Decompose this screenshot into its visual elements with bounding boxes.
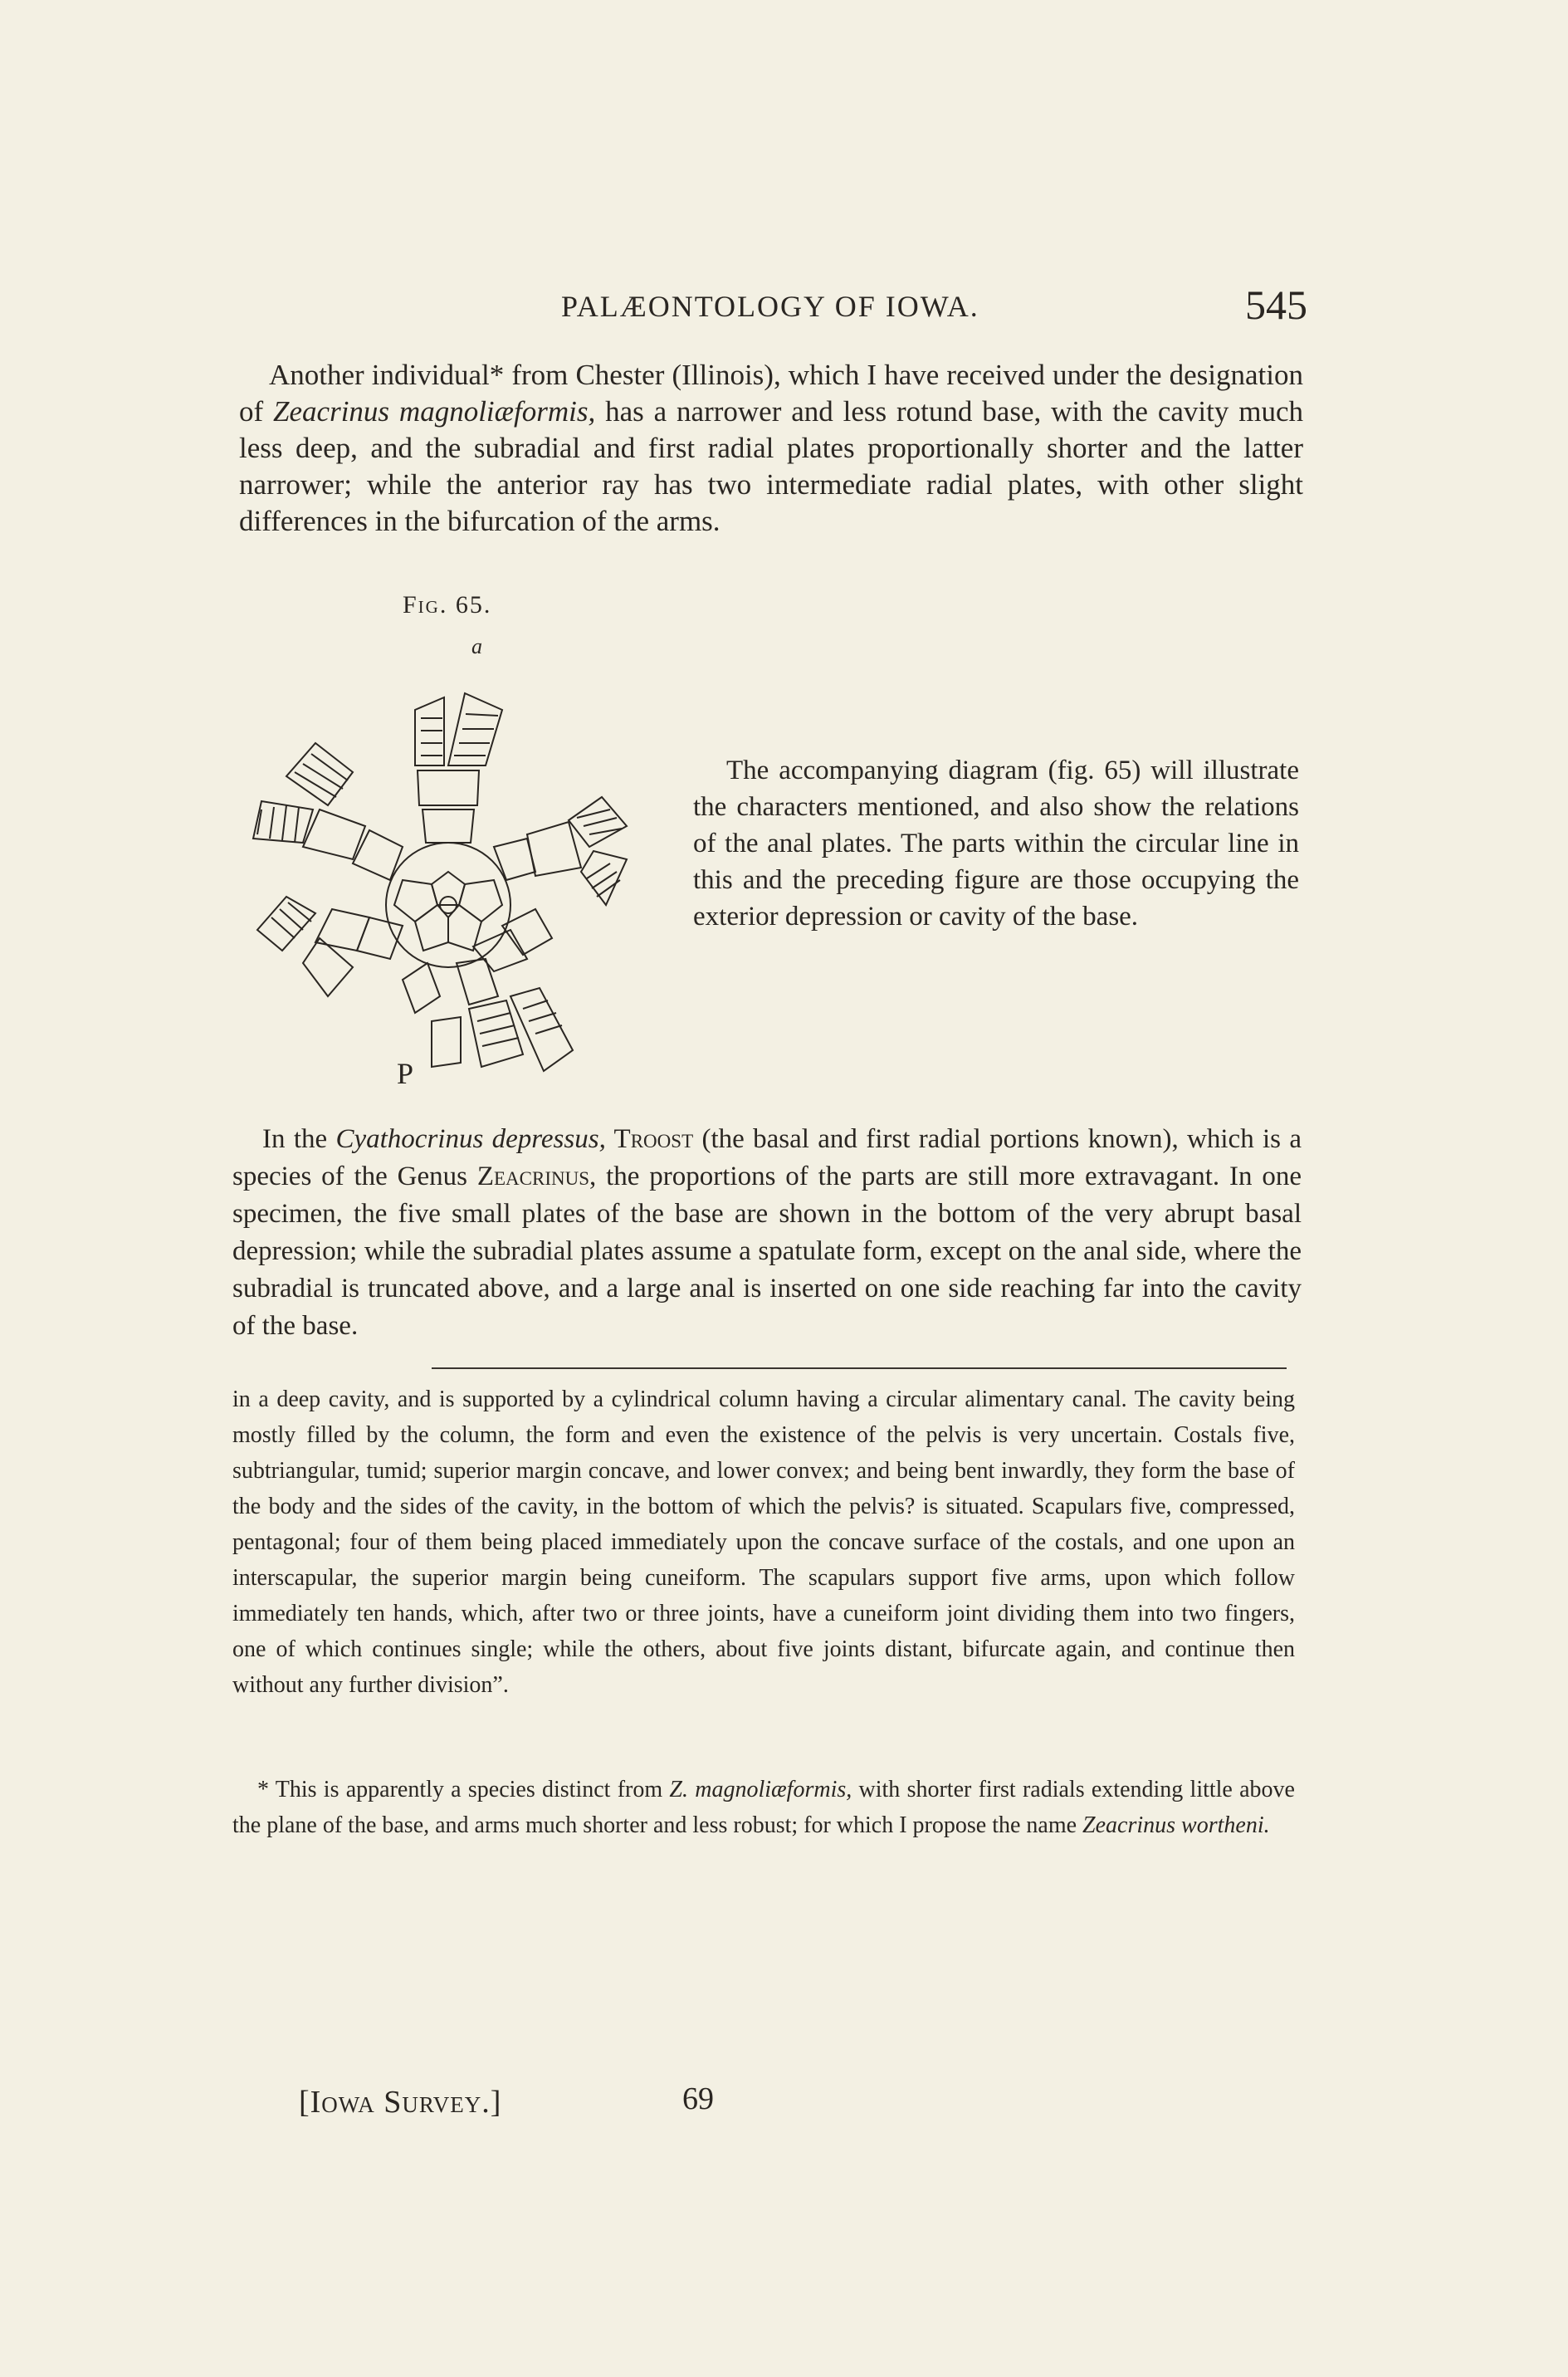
signature-number: 69 — [682, 2081, 714, 2116]
genus-zeacrinus: Zeacrinus, — [476, 1162, 597, 1191]
footnote-star-text-2: with shorter first radials extending little above the plane of the base, and arms much shorter and less robust; for which I propose the name — [232, 1777, 1295, 1838]
running-title: PALÆONTOLOGY OF IOWA. — [561, 290, 979, 323]
figure-label: Fig. 65. — [403, 591, 492, 619]
running-head — [0, 281, 1568, 330]
label-anterior: a — [471, 634, 482, 658]
footnote-continued-text: in a deep cavity, and is supported by a cylindrical column having a circular alimentary canal. The cavity being mostly filled by the column, the form and even the existence of the pelvis is very uncertain. Costals five, subtriangular, tumid; superior margin concave, and lower convex; and being bent inwardly, they form the base of the body and the sides of the cavity, in the bottom of which the pelvis? is situated. Scapulars five, compressed, pentagonal; four of them being placed immediately upon the concave surface of the costals, and one upon an interscapular, the superior margin being cuneiform. The scapulars support five arms, upon which follow immediately ten hands, which, after two or three joints, have a cuneiform joint dividing them into two fingers, one of which continues single; while the others, about five joints distant, bifurcate again, and continue then without any further division”. — [232, 1387, 1295, 1698]
footnote-divider — [432, 1367, 1287, 1369]
footnote-star-text-1: * This is apparently a species distinct from — [257, 1777, 670, 1802]
paragraph-mid-text-2: (the basal and first radial portions known), which is a species of the Genus — [232, 1124, 1302, 1191]
basal-plates — [394, 872, 502, 951]
paragraph-diagram-description — [693, 752, 1299, 935]
paragraph-cyathocrinus — [232, 1121, 1302, 1345]
arm-ray-upper-right — [494, 797, 627, 905]
arm-ray-bottom — [403, 959, 573, 1071]
arm-ray-lower-left — [257, 897, 403, 996]
paragraph-diagram-text: The accompanying diagram (fig. 65) will illustrate the characters mentioned, and also show the relations of the anal plates. The parts within the circular line in this and the preceding figure are those occupying the exterior depression or cavity of the base. — [693, 756, 1299, 932]
signature-mark: [Iowa Survey.] — [299, 2085, 502, 2120]
species-cyathocrinus: Cyathocrinus depressus, — [335, 1124, 606, 1154]
paragraph-intro-text-2: has a narrower and less rotund base, with the cavity much less deep, and the subradial and first radial plates proportionally shorter and the latter narrower; while the anterior ray has two intermediate radial plates, with other slight differences in the bifurcation of the arms. — [239, 395, 1303, 537]
arm-ray-top — [415, 693, 502, 843]
footnote-continued — [232, 1382, 1295, 1703]
label-posterior: P — [397, 1057, 414, 1090]
paragraph-intro — [239, 357, 1303, 540]
paragraph-mid-text-3: the proportions of the parts are still more extravagant. In one specimen, the five small plates of the base are shown in the bottom of the very abrupt basal depression; while the subradial plates assume a spatulate form, except on the anal side, where the subradial is truncated above, and a large anal is inserted on one side reaching far into the cavity of the base. — [232, 1162, 1302, 1341]
footnote-species: Z. magnoliæformis, — [669, 1777, 852, 1802]
crinoid-diagram — [237, 631, 677, 1104]
arm-ray-upper-left — [253, 743, 403, 880]
species-name: Zeacrinus magnoliæformis, — [273, 395, 596, 428]
paragraph-mid-text-1: In the — [262, 1124, 336, 1154]
footnote-proposed-name: Zeacrinus wortheni. — [1082, 1812, 1270, 1838]
author-troost: Troost — [605, 1124, 694, 1154]
footnote-star — [232, 1772, 1295, 1843]
paragraph-intro-text-1: Another individual* from Chester (Illinois), which I have received under the designation of — [239, 359, 1303, 428]
page-number: 545 — [1245, 281, 1307, 328]
